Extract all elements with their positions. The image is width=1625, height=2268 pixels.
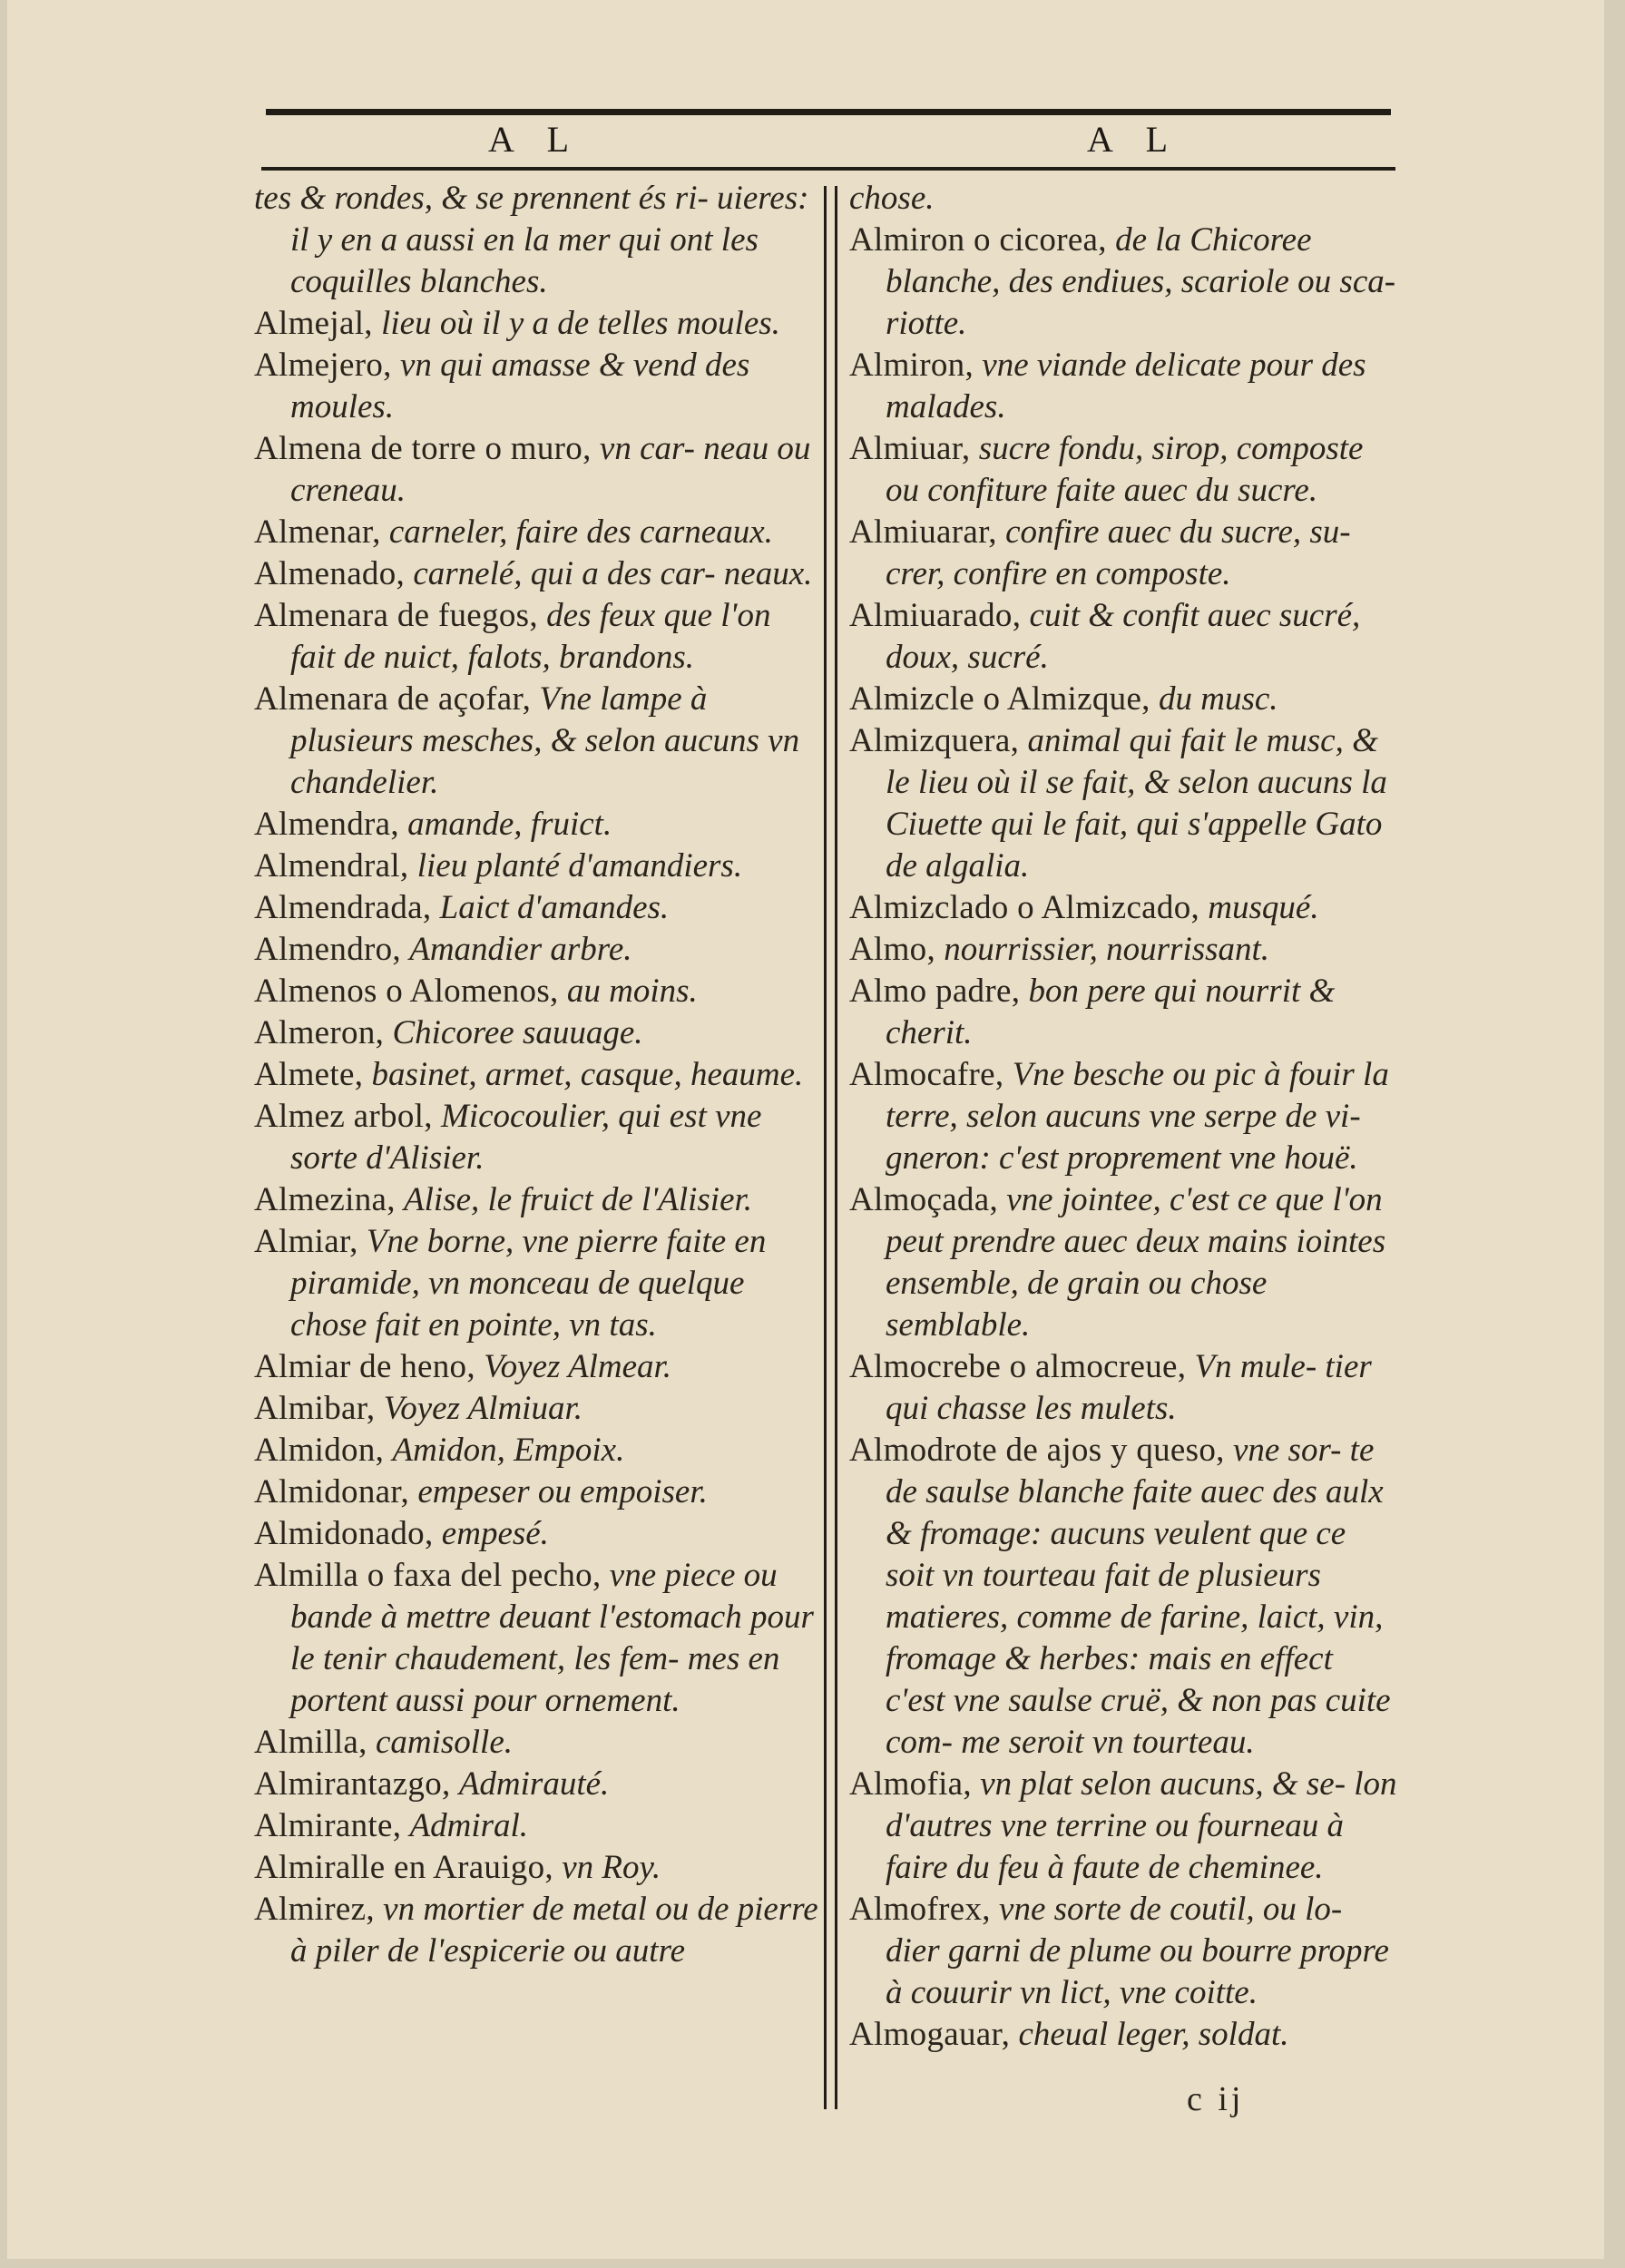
dictionary-entry [254,1430,821,1471]
entry-headword: Almidon, [254,1432,385,1469]
entry-headword: Almocrebe o almocreue, [849,1348,1187,1385]
dictionary-entry [254,1555,821,1722]
entry-headword: Almete, [254,1056,364,1093]
dictionary-entry [254,1722,821,1764]
dictionary-entry [849,887,1398,929]
entry-headword: Almogauar, [849,2016,1011,2053]
entry-definition: sucre fondu, sirop, composte ou confiture faite auec du sucre. [886,430,1364,509]
entry-definition: cheual leger, soldat. [1018,2016,1289,2053]
entry-definition: vn car- neau ou creneau. [290,430,811,509]
dictionary-entry [254,345,821,428]
entry-definition: du musc. [1158,680,1278,718]
entry-headword: Almocafre, [849,1056,1004,1093]
entry-definition: nourrissier, nourrissant. [944,931,1270,968]
entry-headword: Almezina, [254,1181,396,1218]
entry-definition: Vne lampe à plusieurs mesches, & selon aucuns vn chandelier. [290,680,800,801]
entry-definition: vne viande delicate pour des malades. [886,347,1366,425]
dictionary-entry [849,2014,1398,2056]
dictionary-entry [254,1221,821,1346]
entry-definition: Vne besche ou pic à fouir la terre, selon aucuns vne serpe de vi- gneron: c'est proprement vne houë. [886,1056,1389,1177]
entry-definition: Voyez Almiuar. [383,1390,582,1427]
entry-definition: basinet, armet, casque, heaume. [371,1056,804,1093]
dictionary-entry [254,846,821,887]
dictionary-entry [254,679,821,804]
entry-headword: Almirantazgo, [254,1765,451,1803]
entry-headword: Almizcle o Almizque, [849,680,1150,718]
dictionary-entry [849,1889,1398,2014]
entry-headword: Almilla o faxa del pecho, [254,1557,602,1594]
entry-definition: animal qui fait le musc, & le lieu où il se fait, & selon aucuns la Ciuette qui le fait, qui s'appelle Gato de algalia. [886,722,1387,885]
dictionary-entry [849,971,1398,1054]
entry-headword: Almirez, [254,1891,375,1928]
entry-definition: Vn mule- tier qui chasse les mulets. [886,1348,1372,1427]
dictionary-entry [254,1388,821,1430]
dictionary-entry [254,1179,821,1221]
dictionary-entry [849,1179,1398,1346]
entry-headword: Almendral, [254,847,409,885]
entry-definition: vn qui amasse & vend des moules. [290,347,750,425]
entry-definition: Amidon, Empoix. [392,1432,625,1469]
entry-headword: Almenado, [254,555,406,592]
entry-definition: bon pere qui nourrit & cherit. [886,973,1336,1051]
entry-definition: vn Roy. [562,1849,661,1886]
entry-definition: carneler, faire des carneaux. [388,513,773,551]
entry-headword: Almirante, [254,1807,402,1844]
entry-definition: lieu où il y a de telles moules. [381,305,780,342]
entry-headword: Almiron, [849,347,974,384]
entry-definition: chose. [849,180,935,217]
entry-definition: vne sorte de coutil, ou lo- dier garni de plume ou bourre propre à couurir vn lict, vne coitte. [886,1891,1389,2011]
dictionary-entry [849,1346,1398,1430]
left-column [254,178,821,1972]
head-rule [261,167,1395,171]
dictionary-entry [849,1430,1398,1764]
entry-definition: cuit & confit auec sucré, doux, sucré. [886,597,1361,676]
entry-definition: Admiral. [409,1807,529,1844]
entry-definition: lieu planté d'amandiers. [416,847,743,885]
dictionary-entry [849,512,1398,595]
entry-definition: Vne borne, vne pierre faite en piramide, vn monceau de quelque chose fait en pointe, vn tas. [290,1223,767,1344]
entry-headword: Almoçada, [849,1181,998,1218]
dictionary-entry [254,1764,821,1805]
entry-definition: vn mortier de metal ou de pierre à piler de l'espicerie ou autre [290,1891,818,1970]
dictionary-entry [254,1471,821,1513]
dictionary-entry [849,220,1398,345]
dictionary-entry [254,929,821,971]
column-divider-left [824,186,827,2109]
entry-headword: Almiar, [254,1223,358,1260]
dictionary-entry [254,428,821,512]
dictionary-entry [254,1346,821,1388]
entry-definition: de la Chicoree blanche, des endiues, scariole ou sca- riotte. [886,221,1396,342]
entry-headword: Almofrex, [849,1891,991,1928]
dictionary-entry [254,303,821,345]
entry-definition: Alise, le fruict de l'Alisier. [404,1181,753,1218]
dictionary-entry [849,178,1398,220]
entry-headword: Almiuar, [849,430,971,467]
dictionary-entry [849,1764,1398,1889]
dictionary-entry [254,1805,821,1847]
dictionary-entry [254,1096,821,1179]
dictionary-entry [254,595,821,679]
entry-definition: au moins. [566,973,698,1010]
entry-definition: des feux que l'on fait de nuict, falots, brandons. [290,597,771,676]
dictionary-entry [849,428,1398,512]
top-rule [266,109,1391,115]
entry-headword: Almendrada, [254,889,432,926]
entry-headword: Almidonar, [254,1473,410,1510]
dictionary-entry [254,1054,821,1096]
dictionary-entry [254,512,821,553]
entry-definition: vne jointee, c'est ce que l'on peut prendre auec deux mains iointes ensemble, de grain ou chose semblable. [886,1181,1386,1344]
entry-headword: Almo, [849,931,936,968]
entry-headword: Almena de torre o muro, [254,430,592,467]
entry-headword: Almizquera, [849,722,1020,759]
entry-headword: Almejero, [254,347,392,384]
entry-headword: Almilla, [254,1724,367,1761]
entry-headword: Almofia, [849,1765,972,1803]
entry-headword: Almiuarar, [849,513,997,551]
column-divider-right [835,186,837,2109]
right-column [849,178,1398,2056]
entry-headword: Almeron, [254,1014,385,1051]
dictionary-entry [254,1513,821,1555]
entry-definition: vne sor- te de saulse blanche faite auec des aulx & fromage: aucuns veulent que ce soit vn tourteau fait de plusieurs matieres, comme de farine, laict, vin, fromage & herbes: mais en effect c'est vne saulse cruë, & non pas cuite com- me seroit vn tourteau. [886,1432,1391,1761]
running-head-right: A L [1087,119,1181,160]
entry-definition: vne piece ou bande à mettre deuant l'estomach pour le tenir chaudement, les fem- mes en portent aussi pour ornement. [290,1557,814,1719]
dictionary-entry [254,971,821,1012]
running-head-left: A L [488,119,582,160]
dictionary-entry [849,595,1398,679]
signature-mark: c ij [1187,2080,1245,2118]
entry-headword: Almenara de fuegos, [254,597,538,634]
entry-definition: carnelé, qui a des car- neaux. [413,555,813,592]
dictionary-entry [254,1012,821,1054]
entry-definition: tes & rondes, & se prennent és ri- uieres: il y en a aussi en la mer qui ont les coquilles blanches. [254,180,809,300]
dictionary-entry [254,1889,821,1972]
dictionary-entry [849,1054,1398,1179]
entry-definition: Admirauté. [458,1765,610,1803]
dictionary-entry [254,887,821,929]
entry-headword: Almidonado, [254,1515,434,1552]
dictionary-entry [849,679,1398,720]
dictionary-entry [254,178,821,303]
entry-headword: Almizclado o Almizcado, [849,889,1200,926]
entry-headword: Almendra, [254,806,399,843]
entry-definition: Chicoree sauuage. [392,1014,643,1051]
entry-definition: vn plat selon aucuns, & se- lon d'autres vne terrine ou fourneau à faire du feu à faute de cheminee. [886,1765,1397,1886]
entry-headword: Almenara de açofar, [254,680,532,718]
dictionary-entry [254,804,821,846]
entry-headword: Almiron o cicorea, [849,221,1107,259]
entry-headword: Almendro, [254,931,401,968]
entry-headword: Almo padre, [849,973,1021,1010]
entry-headword: Almejal, [254,305,373,342]
entry-headword: Almenos o Alomenos, [254,973,559,1010]
dictionary-entry [849,720,1398,887]
entry-definition: Voyez Almear. [484,1348,672,1385]
entry-headword: Almiuarado, [849,597,1022,634]
dictionary-entry [849,929,1398,971]
entry-definition: empeser ou empoiser. [417,1473,708,1510]
entry-definition: amande, fruict. [407,806,612,843]
entry-definition: Laict d'amandes. [439,889,670,926]
entry-definition: musqué. [1208,889,1319,926]
entry-headword: Almiar de heno, [254,1348,475,1385]
book-page [7,0,1604,2259]
entry-definition: Amandier arbre. [409,931,632,968]
entry-headword: Almibar, [254,1390,376,1427]
dictionary-entry [254,1847,821,1889]
entry-headword: Almez arbol, [254,1098,433,1135]
entry-headword: Almenar, [254,513,381,551]
entry-headword: Almodrote de ajos y queso, [849,1432,1225,1469]
entry-definition: empesé. [441,1515,549,1552]
dictionary-entry [254,553,821,595]
dictionary-entry [849,345,1398,428]
entry-definition: confire auec du sucre, su- crer, confire en composte. [886,513,1351,592]
entry-definition: camisolle. [375,1724,514,1761]
entry-headword: Almiralle en Arauigo, [254,1849,553,1886]
entry-definition: Micocoulier, qui est vne sorte d'Alisier. [290,1098,762,1177]
